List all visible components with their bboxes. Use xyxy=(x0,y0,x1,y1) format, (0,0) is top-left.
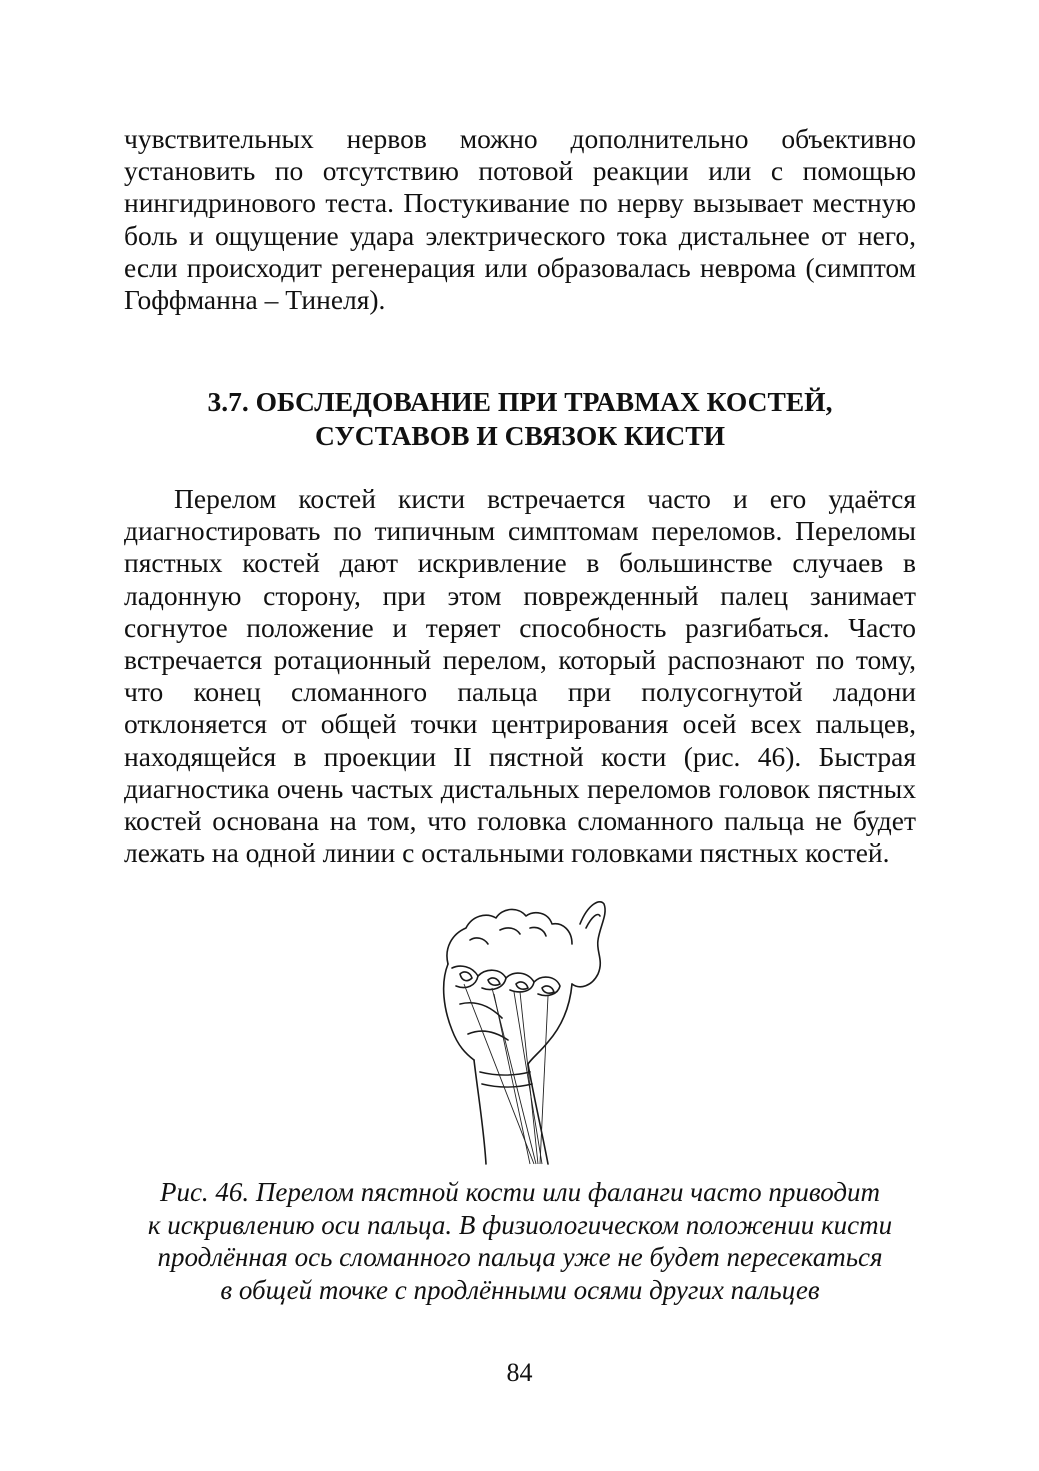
intro-paragraph: чувствительных нервов можно дополнительно объективно установить по отсутствию потовой реакции или с помощью нингидринового теста. Постукивание по нерву вызывает местную боль и ощущение удара электрического тока дистальнее от него, если происходит регенерация или образовалась неврома (симптом Гоффманна – Тинеля). xyxy=(124,123,916,316)
caption-line-3: продлённая ось сломанного пальца уже не будет пересекаться xyxy=(157,1242,883,1272)
caption-line-4: в общей точке с продлёнными осями других пальцев xyxy=(220,1274,820,1305)
page-number: 84 xyxy=(506,1358,533,1387)
figure-46 xyxy=(430,894,620,1174)
figure-caption xyxy=(124,1176,916,1306)
section-heading-line-1: 3.7. ОБСЛЕДОВАНИЕ ПРИ ТРАВМАХ КОСТЕЙ, xyxy=(207,386,833,417)
section-heading xyxy=(124,385,916,453)
hand-fist-illustration-icon xyxy=(430,894,620,1174)
body-paragraph: Перелом костей кисти встречается часто и его удаётся диагностировать по типичным симптомам переломов. Переломы пястных костей дают искривление в большинстве случаев в ладонную сторону, при этом поврежденный палец занимает согнутое положение и теряет способность разгибаться. Часто встречается ротационный перелом, который распознают по тому, что конец сломанного пальца при полусогнутой ладони отклоняется от общей точки центрирования осей всех пальцев, находящейся в проекции II пястной кости (рис. 46). Быстрая диагностика очень частых дистальных переломов головок пястных костей основана на том, что головка сломанного пальца не будет лежать на одной линии с остальными головками пястных костей. xyxy=(124,483,916,869)
caption-line-2: к искривлению оси пальца. В физиологическом положении кисти xyxy=(147,1209,893,1240)
caption-line-1: Рис. 46. Перелом пястной кости или фаланги часто приводит xyxy=(159,1177,881,1207)
section-heading-line-2: СУСТАВОВ И СВЯЗОК КИСТИ xyxy=(315,420,725,451)
